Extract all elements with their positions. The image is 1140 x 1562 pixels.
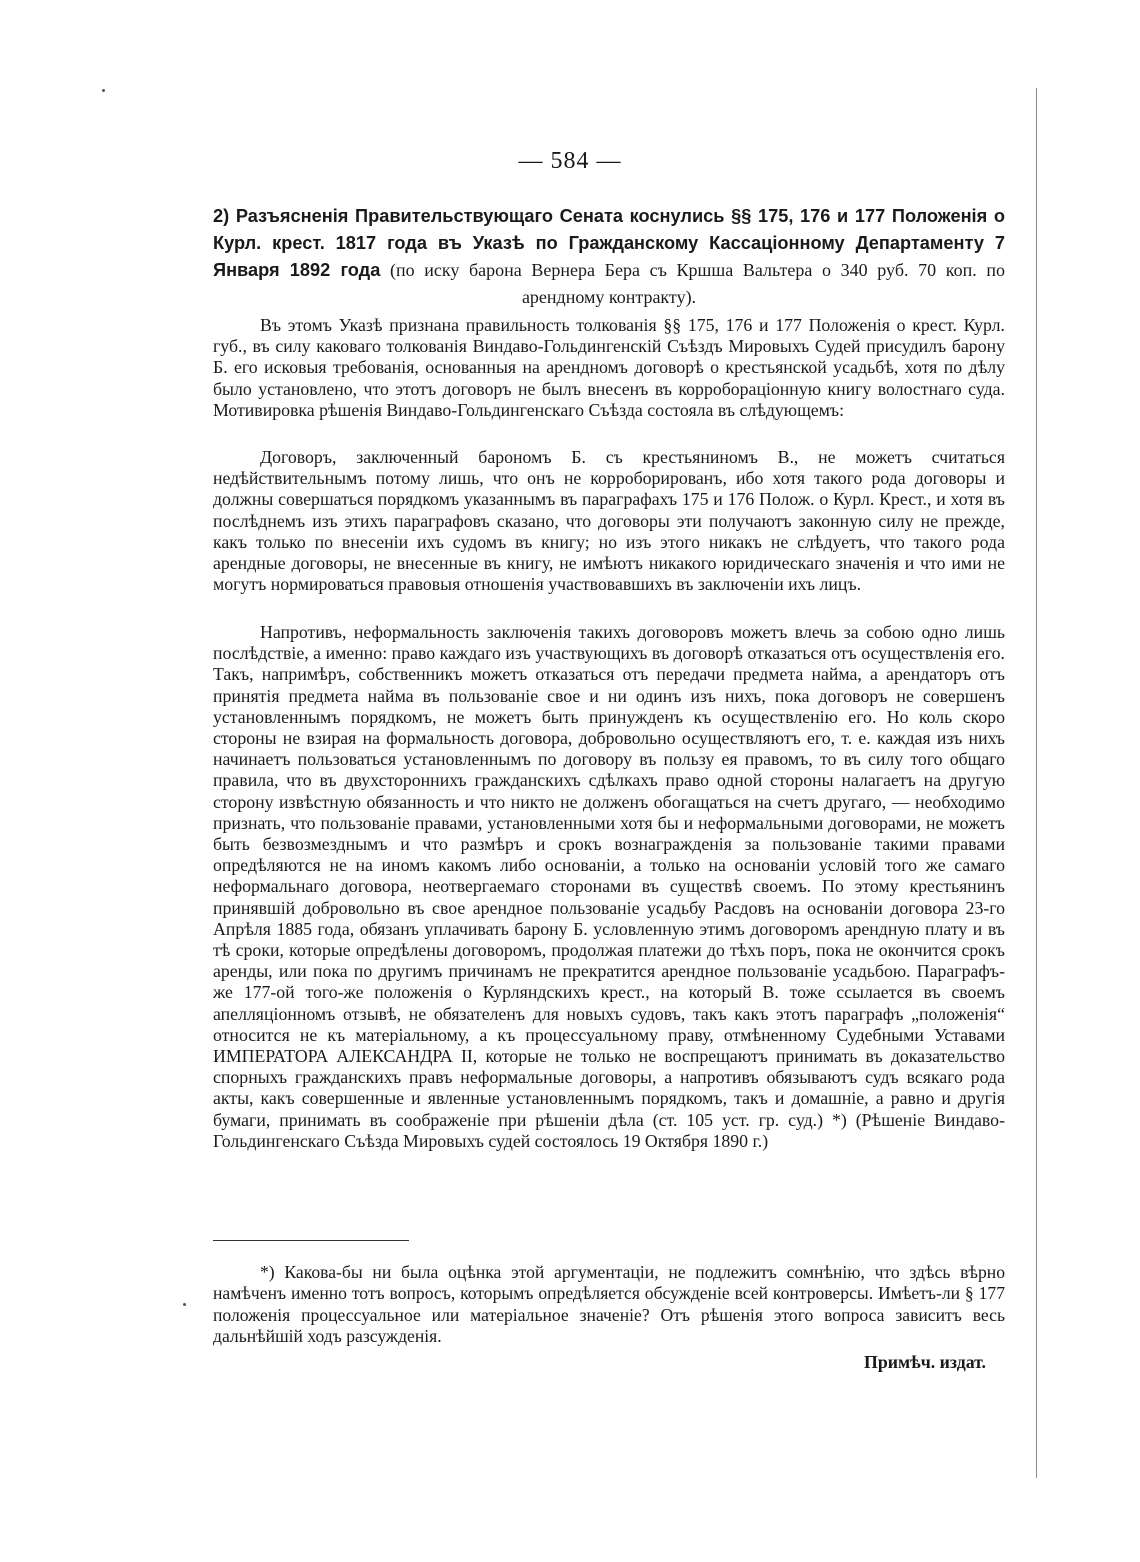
paragraph-2: Договоръ, заключенный барономъ Б. съ крестьяниномъ В., не можетъ считаться недѣйствительнымъ потому лишь, что онъ не корроборированъ, ибо хотя такого рода договоры и должны совершаться порядкомъ указаннымъ въ параграфахъ 175 и 176 Полож. о Курл. Крест., и хотя въ послѣднемъ изъ этихъ параграфовъ сказано, что договоры эти получаютъ законную силу не прежде, какъ только по внесеніи ихъ судомъ въ книгу; но изъ этого никакъ не слѣдуетъ, что такого рода арендные договоры, не внесенные въ книгу, не имѣютъ никакого юридическаго значенія и что ими не могутъ нормироваться правовыя отношенія участвовавшихъ въ заключеніи ихъ лицъ.: [213, 447, 1005, 595]
paragraph-1: Въ этомъ Указѣ признана правильность толкованія §§ 175, 176 и 177 Положенія о крест. Курл. губ., въ силу каковаго толкованія Виндаво-Гольдингенскій Съѣздъ Мировыхъ Судей присудилъ барону Б. его исковыя требованія, основанныя на арендномъ договорѣ о крестьянской усадьбѣ, хотя по дѣлу было установлено, что этотъ договоръ не былъ внесенъ въ корробораціонную книгу волостнаго суда. Мотивировка рѣшенія Виндаво-Гольдингенскаго Съѣзда состояла въ слѣдующемъ:: [213, 315, 1005, 420]
page-number: — 584 —: [518, 148, 622, 174]
page-edge-rule: [1036, 88, 1037, 1478]
section-heading: [213, 203, 1005, 311]
footnote-signature: Примѣч. издат.: [863, 1352, 986, 1372]
scan-speck: [183, 1303, 186, 1306]
heading-bold-part: 2) Разъясненія Правительствующаго Сената коснулись §§ 175, 176 и 177 Положенія о Курл. крест. 1817 года въ Указѣ по Гражданскому Кассаціонному Департаменту 7 Января 1892 года: [213, 206, 1005, 280]
paragraph-3: Напротивъ, неформальность заключенія такихъ договоровъ можетъ влечь за собою одно лишь послѣдствіе, а именно: право каждаго изъ участвующихъ въ договорѣ отказаться отъ осуществленія его. Такъ, напримѣръ, собственникъ можетъ отказаться отъ передачи предмета найма, а арендаторъ отъ принятія предмета найма въ пользованіе свое и ни одинъ изъ нихъ, пока договоръ не совершенъ установленнымъ порядкомъ, не можетъ быть принужденъ къ осуществленію его. Но коль скоро стороны не взирая на формальность договора, добровольно осуществляютъ его, т. е. каждая изъ нихъ начинаетъ пользоваться установленнымъ по договору въ пользу ея правомъ, то въ силу того общаго правила, что въ двухстороннихъ гражданскихъ сдѣлкахъ право одной стороны налагаетъ на другую сторону извѣстную обязанность и что никто не долженъ обогащаться на счетъ другаго, — необходимо признать, что пользованіе правами, установленными хотя бы и неформальными договорами, не можетъ быть безвозмезднымъ и что размѣръ и срокъ вознагражденія за пользованіе такими правами опредѣляются не на иномъ какомъ либо основаніи, а только на основаніи условій того же самаго неформальнаго договора, неотвергаемаго сторонами въ существѣ своемъ. По этому крестьянинъ принявшій добровольно въ свое арендное пользованіе усадьбу Расдовъ на основаніи договора 23-го Апрѣля 1885 года, обязанъ уплачивать барону Б. условленную этимъ договоромъ арендную плату и въ тѣ сроки, которые опредѣлены договоромъ, продолжая платежи до тѣхъ поръ, пока не окончится срокъ аренды, или пока по другимъ причинамъ не прекратится арендное пользованіе усадьбою. Параграфъ-же 177-ой того-же положенія о Курляндскихъ крест., на который В. тоже ссылается въ своемъ апелляціонномъ отзывѣ, не обязателенъ для новыхъ судовъ, такъ какъ этотъ параграфъ „положенія“ относится не къ матеріальному, а къ процессуальному праву, отмѣненному Судебными Уставами ИМПЕРАТОРА АЛЕКСАНДРА II, которые не только не воспрещаютъ принимать въ доказательство спорныхъ гражданскихъ правъ неформальные договоры, а напротивъ обязываютъ судъ всякаго рода акты, какъ совершенные и явленные установленнымъ порядкомъ, такъ и домашніе, а равно и другія бумаги, принимать въ соображеніе при рѣшеніи дѣла (ст. 105 уст. гр. суд.) *) (Рѣшеніе Виндаво-Гольдингенскаго Съѣзда Мировыхъ судей состоялось 19 Октября 1890 г.): [213, 622, 1005, 1151]
heading-tail: (по иску барона Вернера Бера съ Кршша Вальтера о 340 руб. 70 коп. по арендному контракту).: [380, 260, 1005, 307]
scan-speck: [102, 89, 105, 92]
footnote-divider: [213, 1240, 409, 1241]
footnote: *) Какова-бы ни была оцѣнка этой аргументаціи, не подлежитъ сомнѣнію, что здѣсь вѣрно намѣченъ именно тотъ вопросъ, которымъ опредѣляется обсужденіе всей контроверсы. Имѣетъ-ли § 177 положенія процессуальное или матеріальное значеніе? Отъ рѣшенія этого вопроса зависитъ весь дальнѣйшій ходъ разсужденія.: [213, 1262, 1005, 1347]
